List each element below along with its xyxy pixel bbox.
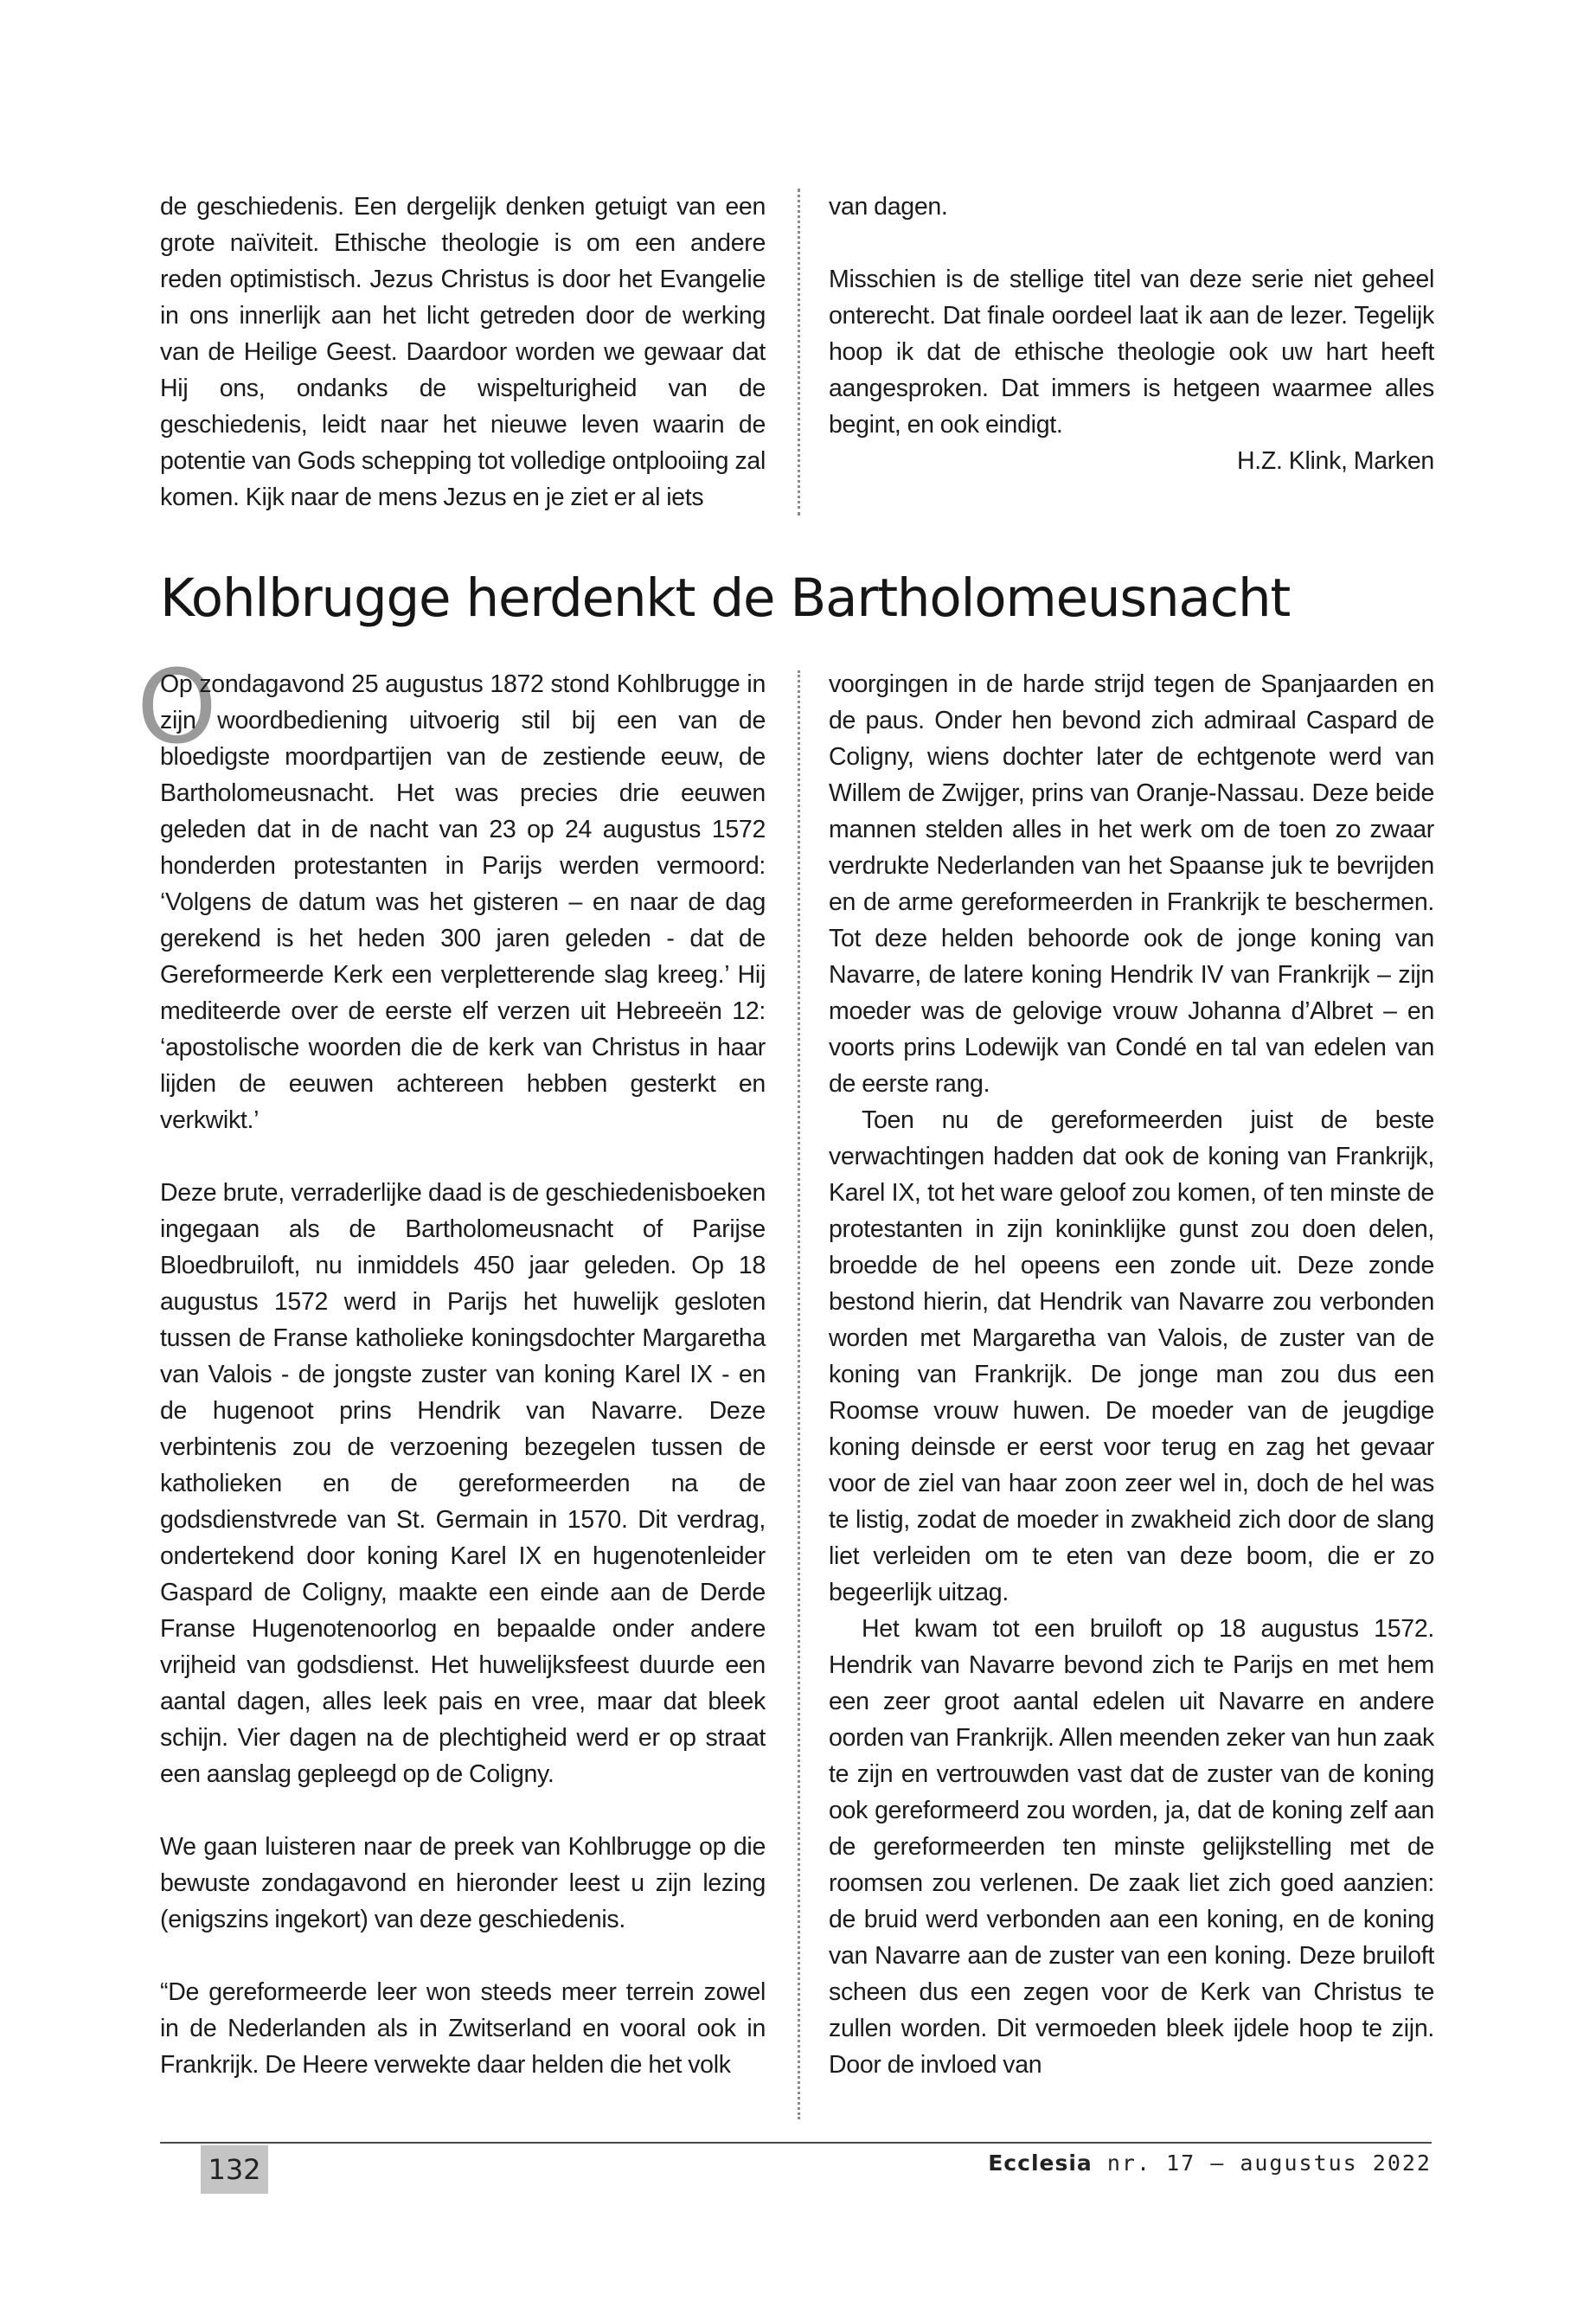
previous-article-left-column bbox=[160, 189, 766, 516]
footer-publication bbox=[988, 2150, 1432, 2176]
paragraph-gap bbox=[829, 225, 1434, 261]
previous-article-paragraph: de geschiedenis. Een dergelijk denken getuigt van een grote naïviteit. Ethische theologie is om een andere reden optimistisch. Jezus Christus is door het Evangelie in ons innerlijk aan het licht getreden door de werking van de Heilige Geest. Daardoor worden we gewaar dat Hij ons, ondanks de wispelturigheid van de geschiedenis, leidt naar het nieuwe leven waarin de potentie van Gods schepping tot volledige ontplooiing zal komen. Kijk naar de mens Jezus en je ziet er al iets bbox=[160, 193, 766, 511]
magazine-name: Ecclesia bbox=[988, 2150, 1093, 2176]
issue-info: nr. 17 — augustus 2022 bbox=[1106, 2150, 1432, 2176]
article-paragraph: “De gereformeerde leer won steeds meer terrein zowel in de Nederlanden als in Zwitserland en vooral ook in Frankrijk. De Heere verwekte daar helden die het volk bbox=[160, 1978, 766, 2079]
column-divider-main bbox=[798, 670, 800, 2119]
column-divider-top bbox=[798, 189, 800, 516]
paragraph-gap bbox=[160, 1938, 766, 1974]
author-signature: H.Z. Klink, Marken bbox=[1237, 447, 1434, 475]
article-paragraph: Deze brute, verraderlijke daad is de geschiedenisboeken ingegaan als de Bartholomeusnacht of Parijse Bloedbruiloft, nu inmiddels 450 jaar geleden. Op 18 augustus 1572 werd in Parijs het huwelijk gesloten tussen de Franse katholieke koningsdochter Margaretha van Valois - de jongste zuster van koning Karel IX - en de hugenoot prins Hendrik van Navarre. Deze verbintenis zou de verzoening bezegelen tussen de katholieken en de gereformeerden na de godsdienstvrede van St. Germain in 1570. Dit verdrag, ondertekend door koning Karel IX en hugenotenleider Gaspard de Coligny, maakte een einde aan de Derde Franse Hugenotenoorlog en bepaalde onder andere vrijheid van godsdienst. Het huwelijksfeest duurde een aantal dagen, alles leek pais en vree, maar dat bleek schijn. Vier dagen na de plechtigheid werd er op straat een aanslag gepleegd op de Coligny. bbox=[160, 1179, 766, 1788]
article-paragraph: Op zondagavond 25 augustus 1872 stond Kohlbrugge in zijn woordbediening uitvoerig stil bij een van de bloedigste moordpartijen van de zestiende eeuw, de Bartholomeusnacht. Het was precies drie eeuwen geleden dat in de nacht van 23 op 24 augustus 1572 honderden protestanten in Parijs werden vermoord: ‘Volgens de datum was het gisteren – en naar de dag gerekend is het heden 300 jaren geleden - dat de Gereformeerde Kerk een verpletterende slag kreeg.’ Hij mediteerde over de eerste elf verzen uit Hebreeën 12: ‘apostolische woorden die de kerk van Christus in haar lijden de eeuwen achtereen hebben gesterkt en verkwikt.’ bbox=[160, 670, 766, 1134]
previous-article-right-column bbox=[829, 189, 1434, 479]
previous-article-paragraph: van dagen. bbox=[829, 193, 948, 221]
paragraph-gap bbox=[160, 1138, 766, 1175]
article-left-column bbox=[160, 666, 766, 2083]
paragraph-gap bbox=[160, 1792, 766, 1829]
previous-article-paragraph: Misschien is de stellige titel van deze serie niet geheel onterecht. Dat finale oordeel laat ik aan de lezer. Tegelijk hoop ik dat de ethische theologie ook uw hart heeft aangesproken. Dat immers is hetgeen waarmee alles begint, en ook eindigt. bbox=[829, 266, 1434, 439]
footer-rule bbox=[160, 2142, 1432, 2144]
page-number: 132 bbox=[201, 2145, 268, 2194]
article-paragraph: Het kwam tot een bruiloft op 18 augustus 1572. Hendrik van Navarre bevond zich te Parijs en met hem een zeer groot aantal edelen uit Navarre en andere oorden van Frankrijk. Allen meenden zeker van hun zaak te zijn en vertrouwden vast dat de zuster van de koning ook gereformeerd zou worden, ja, dat de koning zelf aan de gereformeerden ten minste gelijkstelling met de roomsen zou verlenen. De zaak liet zich goed aanzien: de bruid werd verbonden aan een koning, en de koning van Navarre aan de zuster van een koning. Deze bruiloft scheen dus een zegen voor de Kerk van Christus te zullen worden. Dit vermoeden bleek ijdele hoop te zijn. Door de invloed van bbox=[829, 1615, 1434, 2079]
article-paragraph: voorgingen in de harde strijd tegen de Spanjaarden en de paus. Onder hen bevond zich admiraal Caspard de Coligny, wiens dochter later de echtgenote werd van Willem de Zwijger, prins van Oranje-Nassau. Deze beide mannen stelden alles in het werk om de toen zo zwaar verdrukte Nederlanden van het Spaanse juk te bevrijden en de arme gereformeerden in Frankrijk te beschermen. Tot deze helden behoorde ook de jonge koning van Navarre, de latere koning Hendrik IV van Frankrijk – zijn moeder was de gelovige vrouw Johanna d’Albret – en voorts prins Lodewijk van Condé en tal van edelen van de eerste rang. bbox=[829, 670, 1434, 1098]
article-paragraph: Toen nu de gereformeerden juist de beste verwachtingen hadden dat ook de koning van Frankrijk, Karel IX, tot het ware geloof zou komen, of ten minste de protestanten in zijn koninklijke gunst zou doen delen, broedde de hel opeens een zonde uit. Deze zonde bestond hierin, dat Hendrik van Navarre zou verbonden worden met Margaretha van Valois, de zuster van de koning van Frankrijk. De jonge man zou dus een Roomse vrouw huwen. De moeder van de jeugdige koning deinsde er eerst voor terug en zag het gevaar voor de ziel van haar zoon zeer wel in, doch de hel was te listig, zodat de moeder in zwakheid zich door de slang liet verleiden om te eten van deze boom, die er zo begeerlijk uitzag. bbox=[829, 1106, 1434, 1606]
article-paragraph: We gaan luisteren naar de preek van Kohlbrugge op die bewuste zondagavond en hieronder leest u zijn lezing (enigszins ingekort) van deze geschiedenis. bbox=[160, 1833, 766, 1933]
article-title: Kohlbrugge herdenkt de Bartholomeusnacht bbox=[160, 567, 1291, 629]
drop-cap: O bbox=[137, 647, 217, 766]
article-right-column bbox=[829, 666, 1434, 2083]
